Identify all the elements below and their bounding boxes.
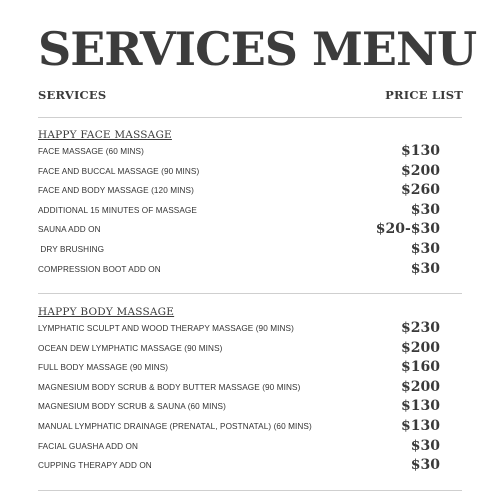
list-item: [38, 164, 462, 184]
list-item: [38, 262, 462, 282]
price-list-column-header: PRICE LIST: [385, 88, 463, 102]
section-happy-face-massage: [38, 126, 462, 281]
list-item: [38, 183, 462, 203]
service-price: $30: [410, 260, 440, 277]
service-price: $200: [401, 339, 440, 356]
service-name: FACE AND BODY MASSAGE (120 MINS): [38, 186, 194, 196]
service-name: COMPRESSION BOOT ADD ON: [38, 264, 161, 274]
service-name: FACIAL GUASHA ADD ON: [38, 441, 138, 451]
service-price: $130: [401, 417, 440, 434]
service-name: LYMPHATIC SCULPT AND WOOD THERAPY MASSAGE (90 MINS): [38, 324, 294, 333]
service-name: ADDITIONAL 15 MINUTES OF MASSAGE: [38, 205, 197, 215]
list-item: [38, 321, 462, 341]
service-name: FULL BODY MASSAGE (90 MINS): [38, 363, 169, 373]
list-item: [38, 399, 462, 419]
service-price: $30: [410, 240, 440, 257]
list-item: [38, 439, 462, 459]
list-item: [38, 360, 462, 380]
service-price: $30: [410, 201, 440, 218]
divider: [38, 117, 462, 118]
service-price: $230: [401, 320, 440, 336]
service-name: SAUNA ADD ON: [38, 225, 101, 235]
list-item: [38, 458, 462, 478]
divider: [38, 490, 462, 491]
list-item: [38, 419, 462, 439]
service-name: OCEAN DEW LYMPHATIC MASSAGE (90 MINS): [38, 343, 223, 353]
list-item: [38, 144, 462, 164]
list-item: [38, 222, 462, 242]
service-name: DRY BRUSHING: [38, 244, 105, 254]
list-item: [38, 203, 462, 223]
service-name: MANUAL LYMPHATIC DRAINAGE (PRENATAL, POSTNATAL) (60 MINS): [38, 421, 312, 431]
service-name: MAGNESIUM BODY SCRUB & BODY BUTTER MASSAGE (90 MINS): [38, 382, 301, 392]
service-price: $200: [401, 162, 440, 179]
divider: [38, 293, 462, 294]
service-price: $130: [401, 143, 440, 159]
page-title: SERVICES MENU: [38, 22, 477, 76]
list-item: [38, 341, 462, 361]
service-price: $20-$30: [375, 221, 440, 238]
service-name: MAGNESIUM BODY SCRUB & SAUNA (60 MINS): [38, 402, 226, 412]
section-title: HAPPY FACE MASSAGE: [38, 129, 172, 141]
services-column-header: SERVICES: [38, 88, 107, 102]
service-price: $130: [401, 398, 440, 415]
service-name: FACE MASSAGE (60 MINS): [38, 147, 144, 156]
service-price: $30: [410, 457, 440, 474]
service-name: CUPPING THERAPY ADD ON: [38, 461, 152, 471]
service-price: $30: [410, 437, 440, 454]
list-item: [38, 380, 462, 400]
service-name: FACE AND BUCCAL MASSAGE (90 MINS): [38, 166, 200, 176]
section-title: HAPPY BODY MASSAGE: [38, 306, 175, 318]
list-item: [38, 242, 462, 262]
service-price: $200: [401, 378, 440, 395]
section-happy-body-massage: [38, 303, 462, 478]
service-price: $260: [401, 182, 440, 199]
service-price: $160: [401, 359, 440, 376]
